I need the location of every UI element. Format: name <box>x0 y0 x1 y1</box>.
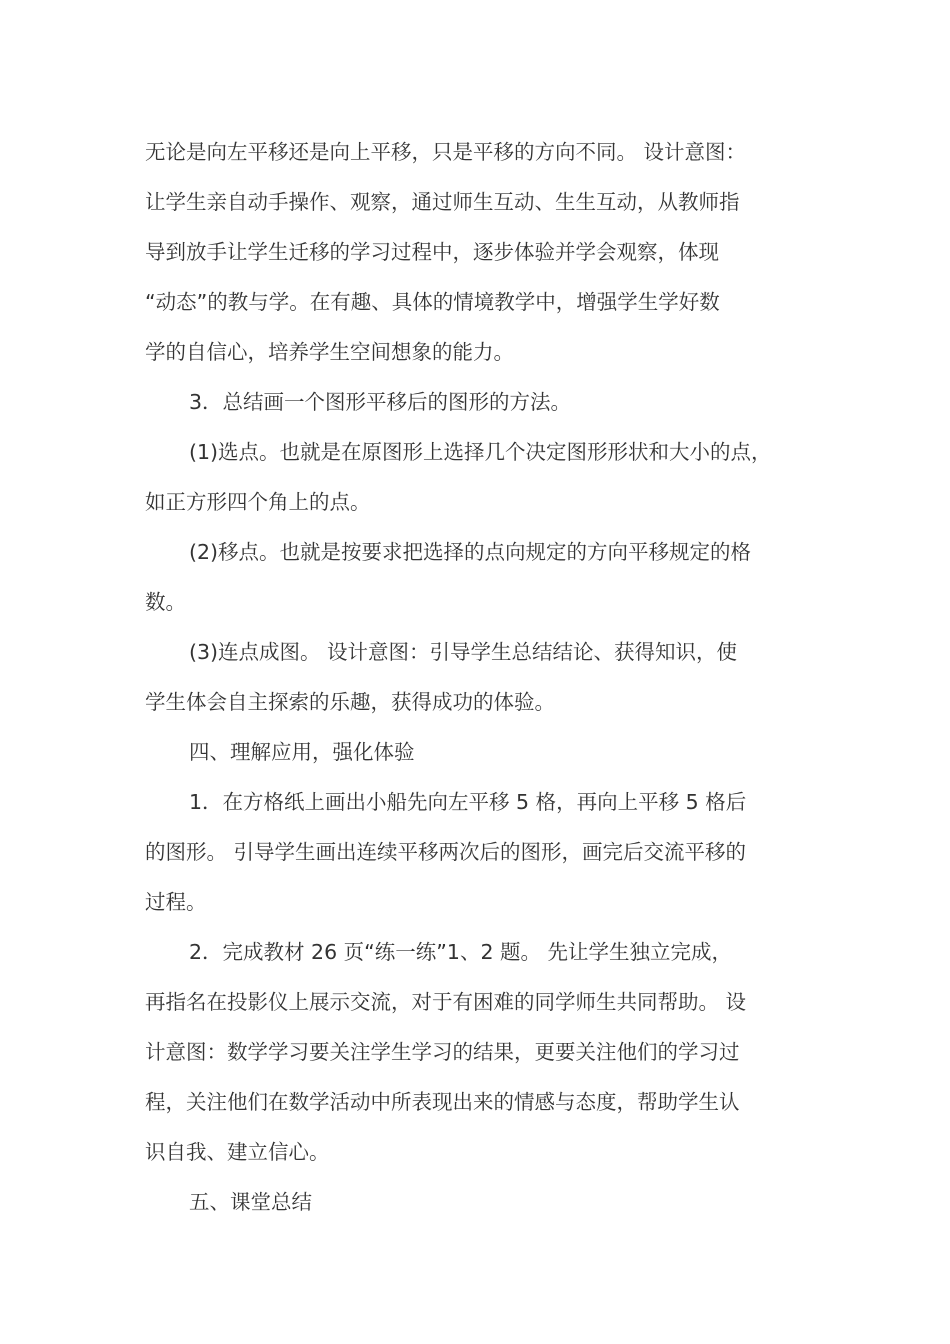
section-heading: 五、课堂总结 <box>189 1190 312 1214</box>
text-line: 识自我、建立信心。 <box>145 1140 330 1164</box>
text-line: 学生体会自主探索的乐趣，获得成功的体验。 <box>145 690 555 714</box>
text-line: 2．完成教材 26 页“练一练”1、2 题。 先让学生独立完成， <box>189 940 733 964</box>
text-line: 过程。 <box>145 890 207 914</box>
text-line: (2)移点。也就是按要求把选择的点向规定的方向平移规定的格 <box>189 540 752 564</box>
step-heading: 3．总结画一个图形平移后的图形的方法。 <box>189 390 572 414</box>
text-line: 让学生亲自动手操作、观察，通过师生互动、生生互动，从教师指 <box>145 190 740 214</box>
text-line: “动态”的教与学。在有趣、具体的情境教学中，增强学生学好数 <box>145 290 720 314</box>
section-heading: 四、理解应用，强化体验 <box>189 740 415 764</box>
text-line: 无论是向左平移还是向上平移，只是平移的方向不同。 设计意图： <box>145 140 747 164</box>
document-body <box>145 127 825 1227</box>
text-line: 学的自信心，培养学生空间想象的能力。 <box>145 340 514 364</box>
text-line: 程，关注他们在数学活动中所表现出来的情感与态度，帮助学生认 <box>145 1090 740 1114</box>
text-line: 如正方形四个角上的点。 <box>145 490 371 514</box>
text-line: 1．在方格纸上画出小船先向左平移 5 格，再向上平移 5 格后 <box>189 790 747 814</box>
text-line: 的图形。 引导学生画出连续平移两次后的图形，画完后交流平移的 <box>145 840 747 864</box>
text-line: 计意图：数学学习要关注学生学习的结果，更要关注他们的学习过 <box>145 1040 740 1064</box>
text-line: (3)连点成图。 设计意图：引导学生总结结论、获得知识，使 <box>189 640 738 664</box>
text-line: 导到放手让学生迁移的学习过程中，逐步体验并学会观察，体现 <box>145 240 719 264</box>
text-line: 数。 <box>145 590 186 614</box>
text-line: 再指名在投影仪上展示交流，对于有困难的同学师生共同帮助。 设 <box>145 990 747 1014</box>
text-line: (1)选点。也就是在原图形上选择几个决定图形形状和大小的点， <box>189 440 772 464</box>
